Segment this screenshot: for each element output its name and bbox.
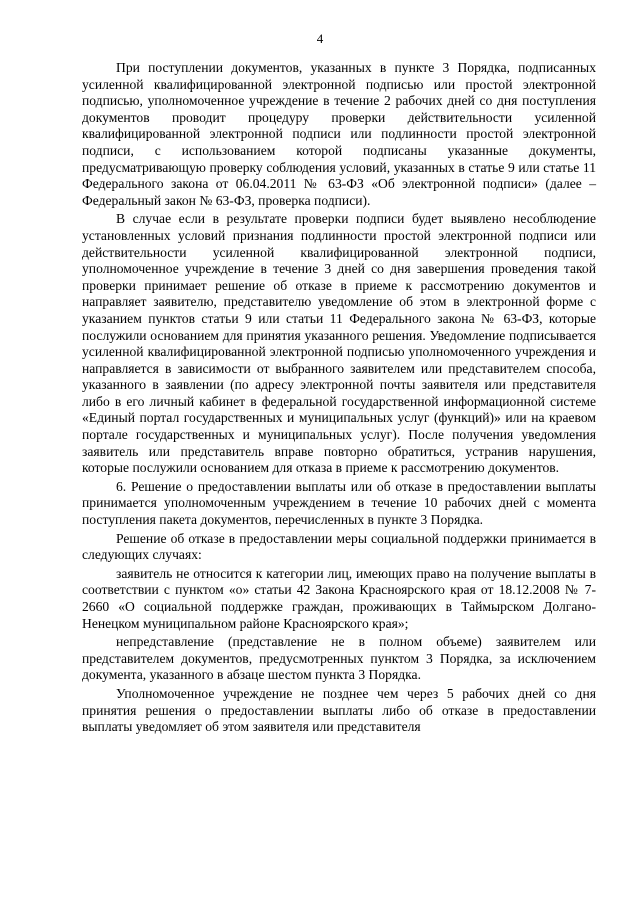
paragraph-refusal-cases: Решение об отказе в предоставлении меры социальной поддержки принимается в следующих случаях: — [82, 530, 596, 563]
paragraph-refusal-case-1: заявитель не относится к категории лиц, имеющих право на получение выплаты в соответствии с пунктом «о» статьи 42 Закона Красноярского края от 18.12.2008 № 7-2660 «О социальной поддержке граждан, проживающих в Таймырском Долгано-Ненецком муниципальном районе Красноярского края»; — [82, 565, 596, 631]
paragraph-check-failure: В случае если в результате проверки подписи будет выявлено несоблюдение установленных условий признания подлинности простой электронной подписи или действительности усиленной квалифицированной электронной подписи, уполномоченное учреждение в течение 3 дней со дня завершения проведения такой проверки принимает решение об отказе в приеме к рассмотрению документов и направляет заявителю, представителю уведомление об этом в электронной форме с указанием пунктов статьи 9 или статьи 11 Федерального закона № 63-ФЗ, которые послужили основанием для принятия указанного решения. Уведомление подписывается усиленной квалифицированной электронной подписью уполномоченного учреждения и направляется в зависимости от выбранного заявителем или представителем способа, указанного в заявлении (по адресу электронной почты заявителя или представителя либо в его личный кабинет в федеральной государственной информационной системе «Единый портал государственных и муниципальных услуг (функций)» или на краевом портале государственных и муниципальных услуг). После получения уведомления заявитель или представитель вправе повторно обратиться, устранив нарушения, которые послужили основанием для отказа в приеме к рассмотрению документов. — [82, 211, 596, 476]
document-body — [82, 60, 596, 738]
page-number: 4 — [316, 31, 324, 46]
paragraph-item-6: 6. Решение о предоставлении выплаты или об отказе в предоставлении выплаты принимается уполномоченным учреждением в течение 10 рабочих дней с момента поступления пакета документов, перечисленных в пункте 3 Порядка. — [82, 478, 596, 528]
paragraph-signature-check: При поступлении документов, указанных в пункте 3 Порядка, подписанных усиленной квалифицированной электронной подписью или простой электронной подписью, уполномоченное учреждение в течение 2 рабочих дней со дня поступления документов проводит процедуру проверки действительности усиленной квалифицированной электронной подписи или подлинности простой электронной подписи, с использованием которой подписаны указанные документы, предусматривающую проверку соблюдения условий, указанных в статье 9 или статье 11 Федерального закона от 06.04.2011 № 63-ФЗ «Об электронной подписи» (далее – Федеральный закон № 63-ФЗ, проверка подписи). — [82, 60, 596, 208]
paragraph-notification: Уполномоченное учреждение не позднее чем через 5 рабочих дней со дня принятия решения о предоставлении выплаты либо об отказе в предоставлении выплаты уведомляет об этом заявителя или представителя — [82, 685, 596, 735]
paragraph-refusal-case-2: непредставление (представление не в полном объеме) заявителем или представителем документов, предусмотренных пунктом 3 Порядка, за исключением документа, указанного в абзаце шестом пункта 3 Порядка. — [82, 634, 596, 683]
